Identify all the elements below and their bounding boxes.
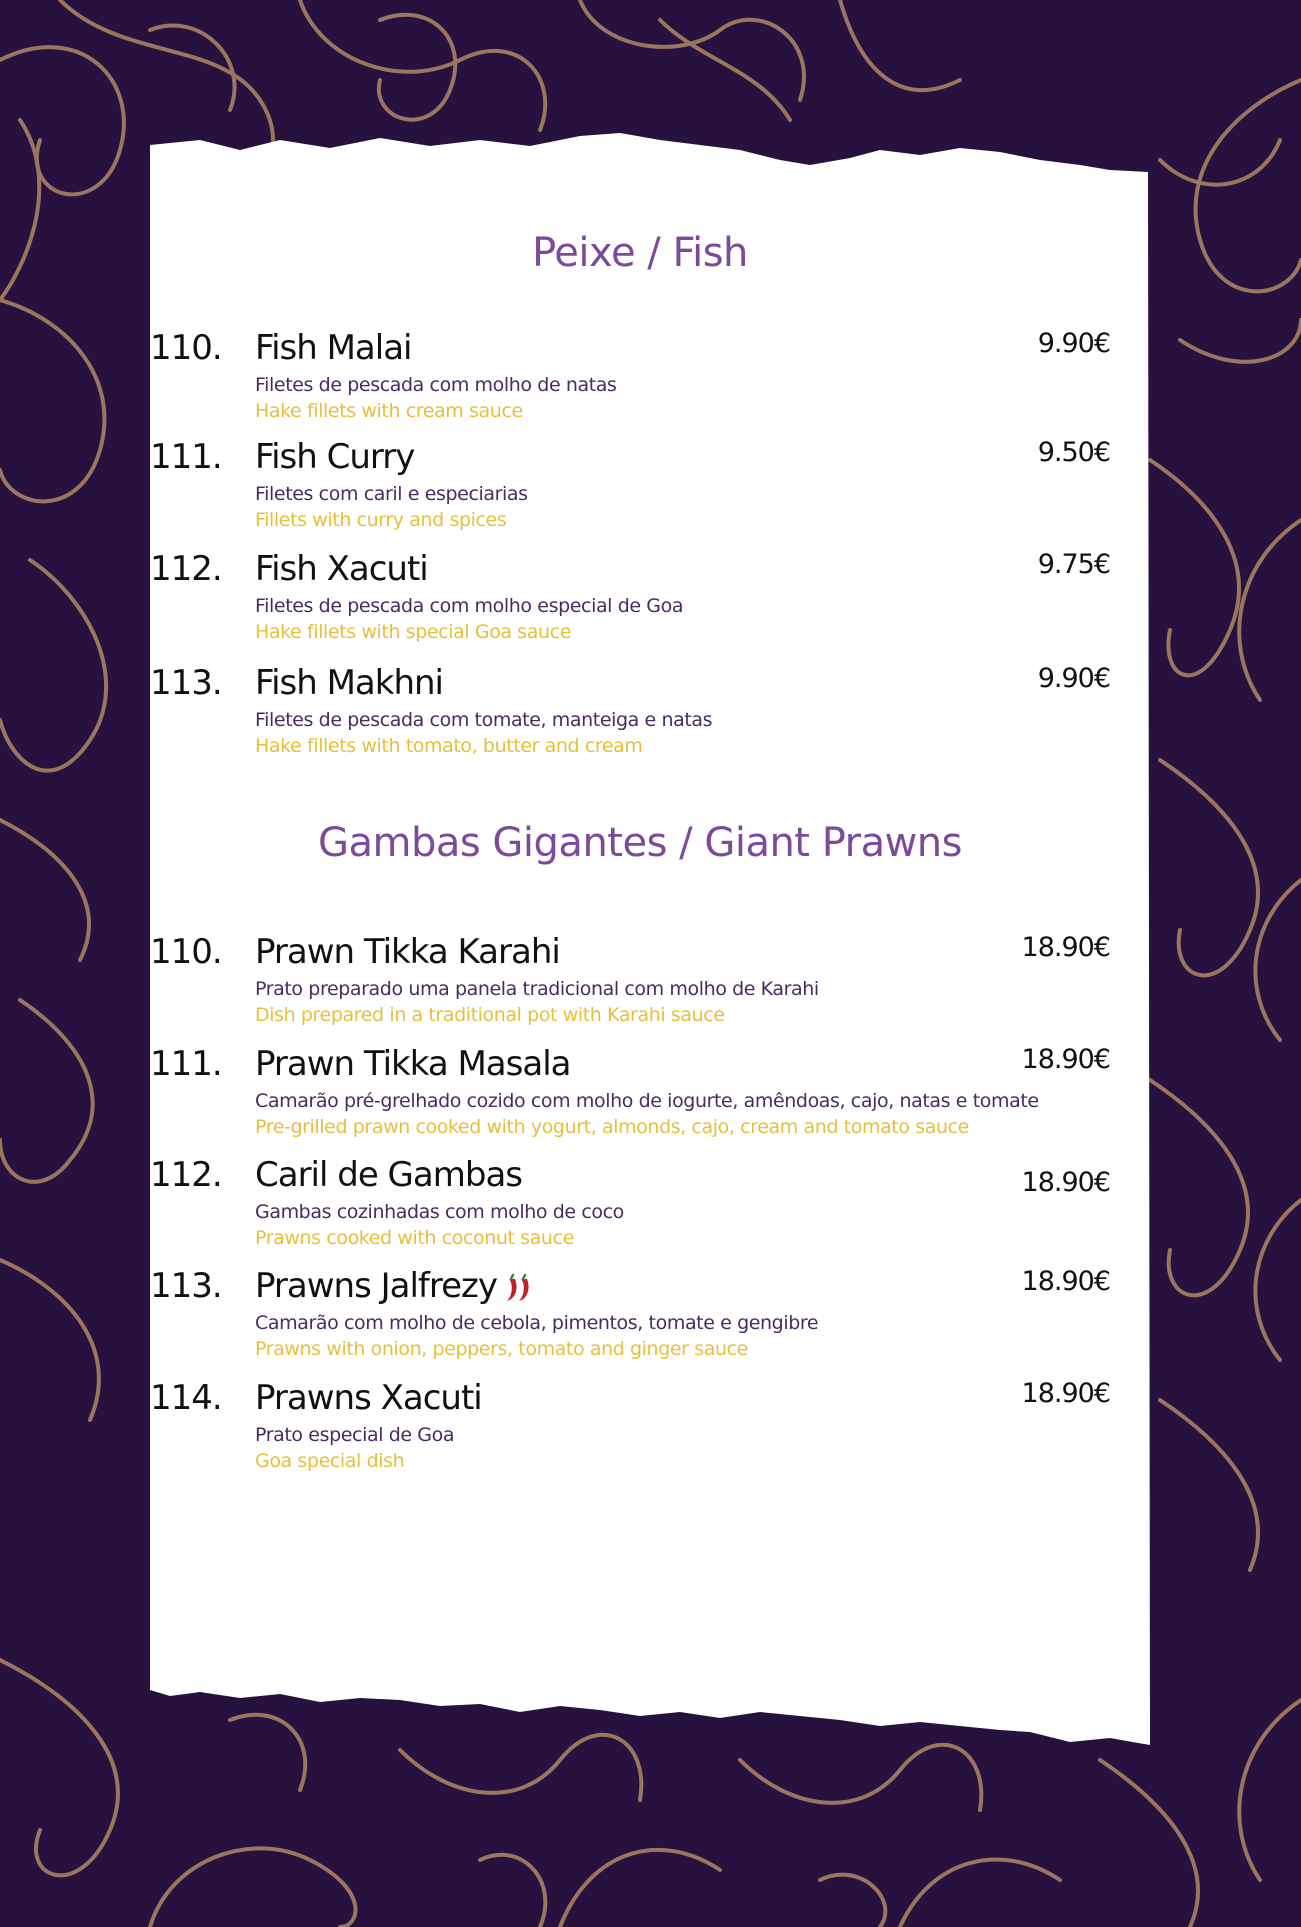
item-description-pt: Camarão pré-grelhado cozido com molho de iogurte, amêndoas, cajo, natas e tomate xyxy=(255,1090,1039,1112)
item-number: 114. xyxy=(150,1378,222,1418)
section-title-fish: Peixe / Fish xyxy=(532,230,748,276)
item-description-en: Fillets with curry and spices xyxy=(255,509,507,531)
item-name: Fish Malai xyxy=(255,328,412,368)
item-description-en: Prawns cooked with coconut sauce xyxy=(255,1227,574,1249)
menu-item xyxy=(150,932,1110,1042)
item-number: 113. xyxy=(150,663,222,703)
item-number: 110. xyxy=(150,328,222,368)
item-description-en: Pre-grilled prawn cooked with yogurt, almonds, cajo, cream and tomato sauce xyxy=(255,1116,969,1138)
item-price: 9.90€ xyxy=(1037,328,1110,359)
menu-item xyxy=(150,1378,1110,1488)
item-price: 18.90€ xyxy=(1021,1167,1110,1198)
item-number: 112. xyxy=(150,549,222,589)
item-number: 112. xyxy=(150,1155,222,1195)
item-name: Prawn Tikka Karahi xyxy=(255,932,560,972)
menu-item xyxy=(150,328,1110,438)
item-name: Caril de Gambas xyxy=(255,1155,522,1195)
menu-item xyxy=(150,1266,1110,1376)
item-name: Fish Curry xyxy=(255,437,415,477)
item-name: Prawn Tikka Masala xyxy=(255,1044,571,1084)
item-description-en: Prawns with onion, peppers, tomato and ginger sauce xyxy=(255,1338,748,1360)
item-number: 111. xyxy=(150,437,222,477)
item-price: 18.90€ xyxy=(1021,932,1110,963)
menu-item xyxy=(150,549,1110,659)
menu-item xyxy=(150,1044,1110,1154)
item-description-pt: Filetes de pescada com molho especial de Goa xyxy=(255,595,684,617)
item-number: 110. xyxy=(150,932,222,972)
item-description-pt: Camarão com molho de cebola, pimentos, tomate e gengibre xyxy=(255,1312,819,1334)
item-description-pt: Prato especial de Goa xyxy=(255,1424,455,1446)
item-name: Fish Makhni xyxy=(255,663,444,703)
item-description-en: Goa special dish xyxy=(255,1450,405,1472)
item-name-text: Prawns Jalfrezy xyxy=(255,1266,497,1306)
item-price: 18.90€ xyxy=(1021,1266,1110,1297)
item-description-pt: Filetes de pescada com molho de natas xyxy=(255,374,617,396)
item-price: 9.75€ xyxy=(1037,549,1110,580)
item-price: 9.50€ xyxy=(1037,437,1110,468)
item-price: 18.90€ xyxy=(1021,1378,1110,1409)
item-name: Fish Xacuti xyxy=(255,549,428,589)
item-number: 113. xyxy=(150,1266,222,1306)
item-description-en: Hake fillets with cream sauce xyxy=(255,400,523,422)
item-description-en: Dish prepared in a traditional pot with Karahi sauce xyxy=(255,1004,725,1026)
item-description-pt: Filetes de pescada com tomate, manteiga e natas xyxy=(255,709,713,731)
item-name: Prawns Xacuti xyxy=(255,1378,482,1418)
item-description-pt: Prato preparado uma panela tradicional com molho de Karahi xyxy=(255,978,819,1000)
chili-pepper-icon xyxy=(503,1273,535,1303)
menu-item xyxy=(150,437,1110,547)
item-price: 9.90€ xyxy=(1037,663,1110,694)
section-title-giant-prawns: Gambas Gigantes / Giant Prawns xyxy=(318,820,962,866)
item-description-pt: Gambas cozinhadas com molho de coco xyxy=(255,1201,624,1223)
item-description-pt: Filetes com caril e especiarias xyxy=(255,483,528,505)
item-number: 111. xyxy=(150,1044,222,1084)
menu-item xyxy=(150,1155,1110,1265)
item-price: 18.90€ xyxy=(1021,1044,1110,1075)
item-name xyxy=(255,1266,535,1306)
menu-item xyxy=(150,663,1110,773)
item-description-en: Hake fillets with tomato, butter and cream xyxy=(255,735,643,757)
item-description-en: Hake fillets with special Goa sauce xyxy=(255,621,572,643)
